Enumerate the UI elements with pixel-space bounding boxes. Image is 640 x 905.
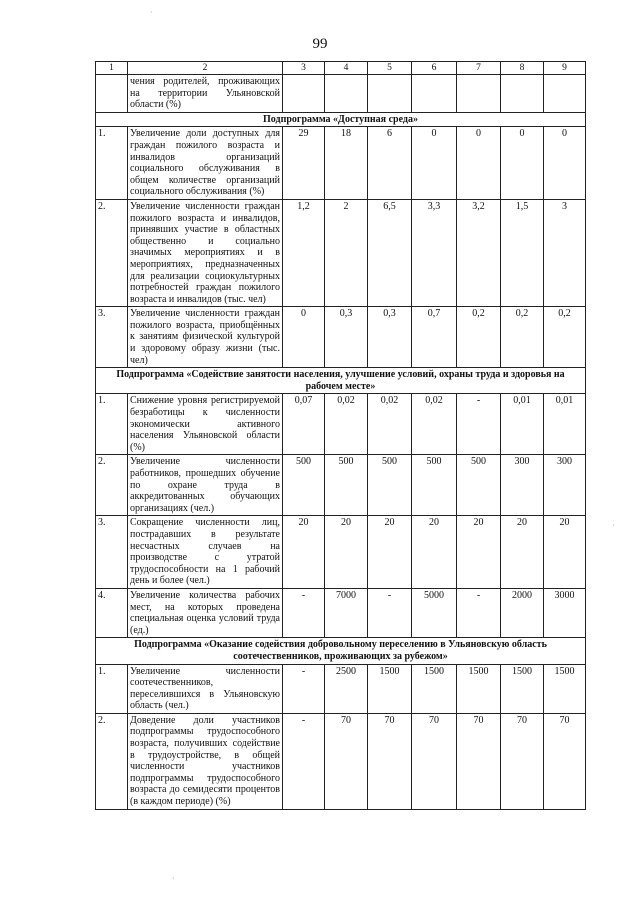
indicator-value: 7000 bbox=[325, 588, 368, 637]
indicator-value: 300 bbox=[501, 455, 544, 516]
indicator-value: 20 bbox=[544, 516, 586, 589]
row-number: 3. bbox=[96, 307, 128, 368]
indicator-value: 1,2 bbox=[283, 199, 325, 306]
column-header: 5 bbox=[368, 62, 412, 75]
indicator-value: - bbox=[457, 394, 501, 455]
indicator-value: 20 bbox=[325, 516, 368, 589]
indicator-value: 70 bbox=[457, 713, 501, 809]
indicator-value: 70 bbox=[368, 713, 412, 809]
indicator-value: 70 bbox=[325, 713, 368, 809]
indicator-value: 3000 bbox=[544, 588, 586, 637]
column-header: 2 bbox=[128, 62, 283, 75]
indicator-value: 3 bbox=[544, 199, 586, 306]
indicator-value bbox=[283, 75, 325, 113]
section-row bbox=[96, 368, 586, 394]
indicator-value: 0 bbox=[457, 127, 501, 200]
indicator-name: Увеличение численности граждан пожилого возраста и инвалидов, принявших участие в областных общественно и социально значимых мероприятиях и в мероприятиях, предназначенных для реализации социокультурных потребностей граждан пожилого возраста и инвалидов (тыс. чел) bbox=[128, 199, 283, 306]
indicator-value: 18 bbox=[325, 127, 368, 200]
indicator-value: 2 bbox=[325, 199, 368, 306]
indicator-value bbox=[501, 75, 544, 113]
section-row bbox=[96, 112, 586, 127]
indicator-value: 0,2 bbox=[501, 307, 544, 368]
indicator-value: 20 bbox=[501, 516, 544, 589]
indicator-value: 0 bbox=[544, 127, 586, 200]
indicator-name: чения родителей, проживающих на территории Ульяновской области (%) bbox=[128, 75, 283, 113]
table-body bbox=[96, 75, 586, 810]
section-title: Подпрограмма «Содействие занятости населения, улучшение условий, охраны труда и здоровья на рабочем месте» bbox=[96, 368, 586, 394]
indicator-value: 1,5 bbox=[501, 199, 544, 306]
section-title: Подпрограмма «Оказание содействия добровольному переселению в Ульяновскую область соотечественников, проживающих за рубежом» bbox=[96, 638, 586, 664]
indicator-name: Доведение доли участников подпрограммы трудоспособного возраста, получивших содействие в трудоустройстве, в общей численности участников подпрограммы трудоспособного возраста до семидесяти процентов (в каждом периоде) (%) bbox=[128, 713, 283, 809]
scan-mark: · bbox=[172, 874, 175, 883]
indicator-name: Снижение уровня регистрируемой безработицы к численности экономически активного населения Ульяновской области (%) bbox=[128, 394, 283, 455]
indicator-value: - bbox=[283, 588, 325, 637]
column-header: 7 bbox=[457, 62, 501, 75]
indicator-value: 1500 bbox=[368, 664, 412, 713]
indicator-value: 0 bbox=[501, 127, 544, 200]
indicator-value: 1500 bbox=[544, 664, 586, 713]
indicator-value: 6,5 bbox=[368, 199, 412, 306]
indicator-value: 500 bbox=[412, 455, 457, 516]
indicator-value: 1500 bbox=[412, 664, 457, 713]
indicator-name: Увеличение численности соотечественников, переселившихся в Ульяновскую область (чел.) bbox=[128, 664, 283, 713]
section-row bbox=[96, 638, 586, 664]
header-row bbox=[96, 62, 586, 75]
indicator-value: 0,2 bbox=[457, 307, 501, 368]
table-row bbox=[96, 516, 586, 589]
column-header: 8 bbox=[501, 62, 544, 75]
table-row bbox=[96, 199, 586, 306]
table-row bbox=[96, 75, 586, 113]
indicators-table bbox=[95, 61, 586, 810]
indicator-value: - bbox=[457, 588, 501, 637]
indicator-value: 70 bbox=[501, 713, 544, 809]
indicator-value bbox=[457, 75, 501, 113]
indicator-value: 300 bbox=[544, 455, 586, 516]
indicator-name: Увеличение численности граждан пожилого возраста, приобщённых к занятиям физической культурой и здоровому образу жизни (тыс. чел) bbox=[128, 307, 283, 368]
page-number: 99 bbox=[312, 36, 328, 52]
indicator-name: Увеличение доли доступных для граждан пожилого возраста и инвалидов организаций социального обслуживания в общем количестве организаций социального обслуживания (%) bbox=[128, 127, 283, 200]
indicator-value: 0,02 bbox=[412, 394, 457, 455]
column-header: 6 bbox=[412, 62, 457, 75]
row-number: 1. bbox=[96, 394, 128, 455]
indicator-value: 20 bbox=[412, 516, 457, 589]
indicator-value: - bbox=[283, 664, 325, 713]
indicator-value: 500 bbox=[368, 455, 412, 516]
indicator-value: 0 bbox=[412, 127, 457, 200]
table-row bbox=[96, 455, 586, 516]
row-number: 3. bbox=[96, 516, 128, 589]
row-number: 2. bbox=[96, 199, 128, 306]
indicator-name: Увеличение количества рабочих мест, на которых проведена специальная оценка условий труда (ед.) bbox=[128, 588, 283, 637]
scan-mark: · bbox=[150, 8, 153, 17]
indicator-value: - bbox=[283, 713, 325, 809]
indicator-value: 1500 bbox=[457, 664, 501, 713]
indicator-value: 500 bbox=[457, 455, 501, 516]
indicator-value: 3,2 bbox=[457, 199, 501, 306]
row-number: 4. bbox=[96, 588, 128, 637]
indicator-value: 0 bbox=[283, 307, 325, 368]
indicator-value: 1500 bbox=[501, 664, 544, 713]
table-row bbox=[96, 664, 586, 713]
indicator-value bbox=[368, 75, 412, 113]
indicator-value: 2500 bbox=[325, 664, 368, 713]
table-row bbox=[96, 127, 586, 200]
table-row bbox=[96, 588, 586, 637]
row-number bbox=[96, 75, 128, 113]
indicator-value bbox=[325, 75, 368, 113]
indicator-value: 5000 bbox=[412, 588, 457, 637]
indicator-value: 20 bbox=[457, 516, 501, 589]
indicator-value: 6 bbox=[368, 127, 412, 200]
indicator-value: 0,01 bbox=[501, 394, 544, 455]
indicator-value: 70 bbox=[412, 713, 457, 809]
table-row bbox=[96, 394, 586, 455]
indicator-value: 500 bbox=[325, 455, 368, 516]
indicator-value: 0,7 bbox=[412, 307, 457, 368]
indicator-value: 29 bbox=[283, 127, 325, 200]
indicator-value: 0,3 bbox=[368, 307, 412, 368]
indicator-name: Сокращение численности лиц, пострадавших в результате несчастных случаев на производстве с утратой трудоспособности на 1 рабочий день и более (чел.) bbox=[128, 516, 283, 589]
scan-mark: · bbox=[612, 521, 615, 530]
indicator-value: 3,3 bbox=[412, 199, 457, 306]
indicator-value bbox=[544, 75, 586, 113]
indicator-value: 0,2 bbox=[544, 307, 586, 368]
row-number: 2. bbox=[96, 455, 128, 516]
row-number: 2. bbox=[96, 713, 128, 809]
indicator-value: 2000 bbox=[501, 588, 544, 637]
row-number: 1. bbox=[96, 664, 128, 713]
table-row bbox=[96, 307, 586, 368]
indicator-value: 0,01 bbox=[544, 394, 586, 455]
indicator-value: 0,3 bbox=[325, 307, 368, 368]
section-title: Подпрограмма «Доступная среда» bbox=[96, 112, 586, 127]
indicator-value: 0,07 bbox=[283, 394, 325, 455]
column-header: 1 bbox=[96, 62, 128, 75]
table-row bbox=[96, 713, 586, 809]
indicator-value: 20 bbox=[283, 516, 325, 589]
column-header: 4 bbox=[325, 62, 368, 75]
indicator-name: Увеличение численности работников, прошедших обучение по охране труда в аккредитованных обучающих организациях (чел.) bbox=[128, 455, 283, 516]
indicator-value: - bbox=[368, 588, 412, 637]
indicator-value: 0,02 bbox=[325, 394, 368, 455]
indicator-value: 0,02 bbox=[368, 394, 412, 455]
indicator-value: 500 bbox=[283, 455, 325, 516]
indicator-value: 20 bbox=[368, 516, 412, 589]
column-header: 3 bbox=[283, 62, 325, 75]
indicator-value: 70 bbox=[544, 713, 586, 809]
column-header: 9 bbox=[544, 62, 586, 75]
indicator-value bbox=[412, 75, 457, 113]
row-number: 1. bbox=[96, 127, 128, 200]
